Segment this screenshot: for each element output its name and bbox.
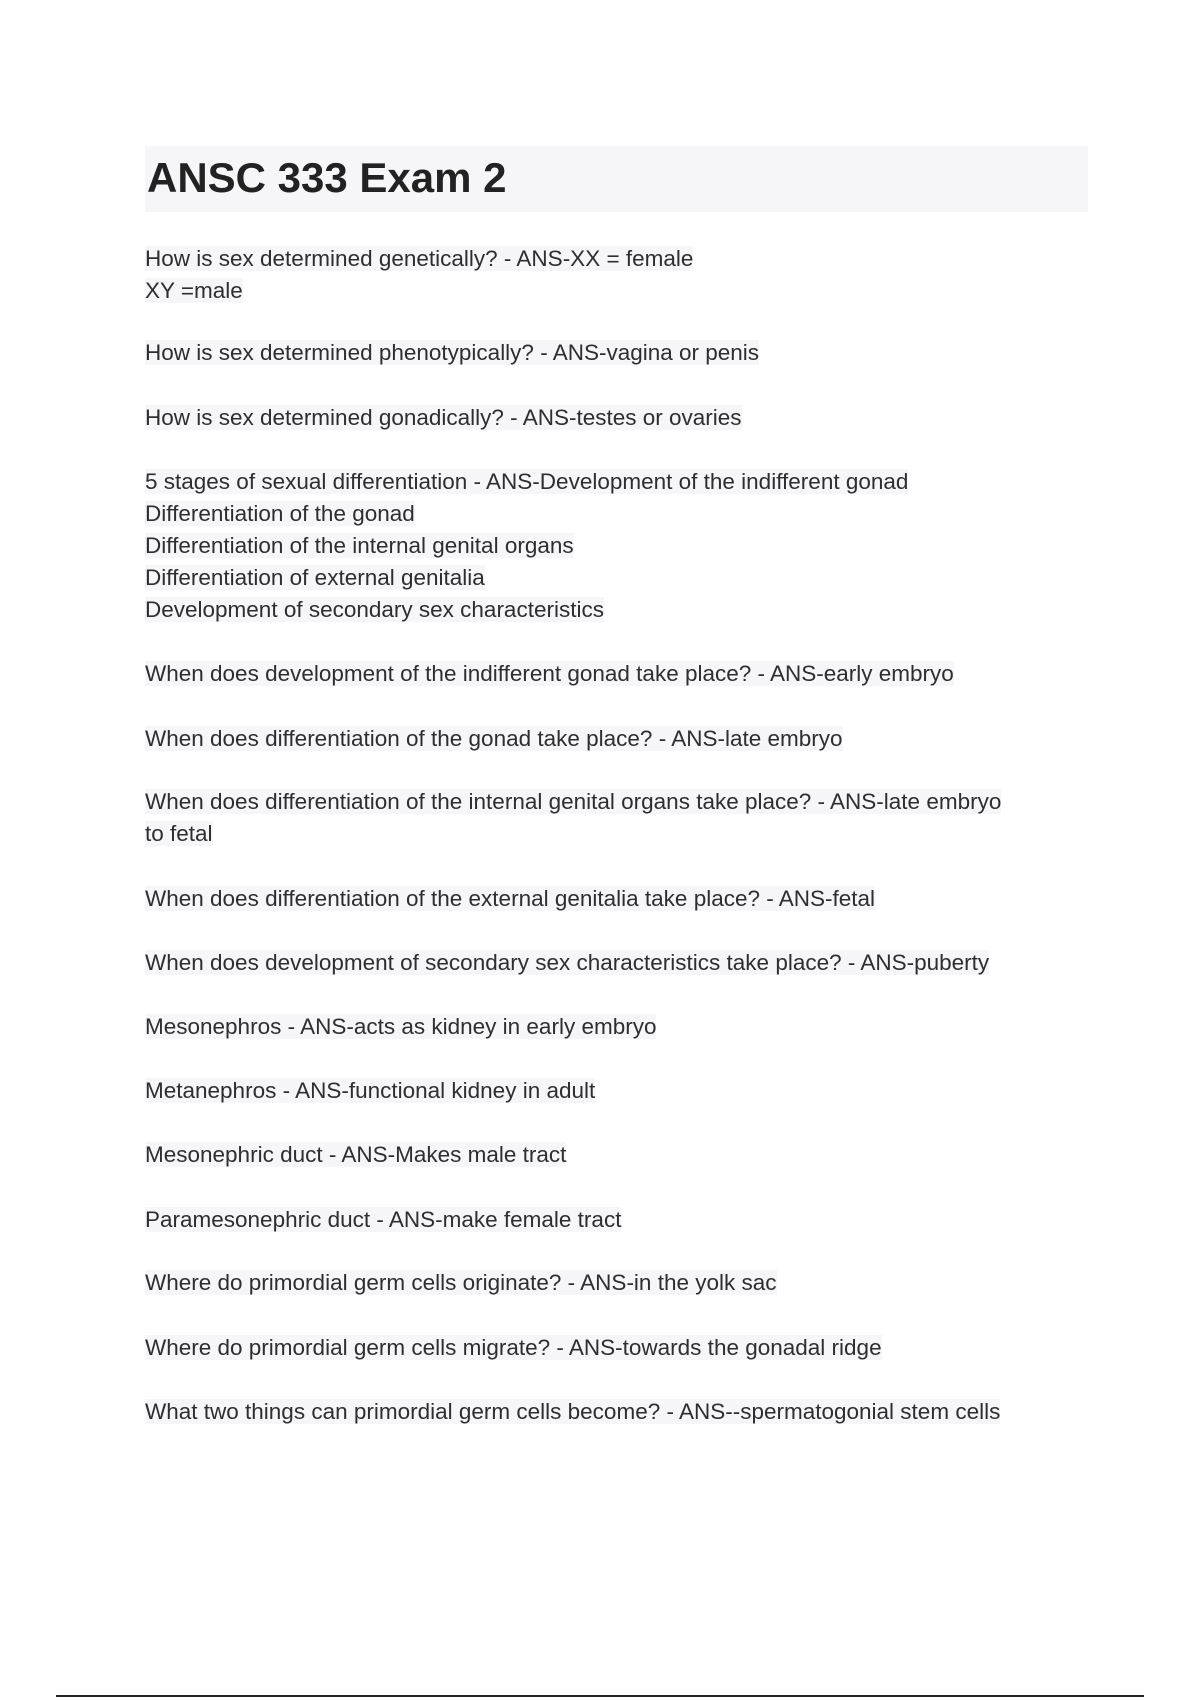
qa-entry <box>145 402 1105 434</box>
qa-line: How is sex determined genetically? - ANS-XX = female <box>145 246 694 271</box>
qa-line: When does differentiation of the external genitalia take place? - ANS-fetal <box>145 886 876 911</box>
qa-line: When does development of the indifferent gonad take place? - ANS-early embryo <box>145 661 954 686</box>
qa-line: Differentiation of the gonad <box>145 501 415 526</box>
qa-entry <box>145 786 1105 850</box>
title-block <box>145 146 1088 212</box>
qa-entry <box>145 1396 1105 1428</box>
qa-line: Differentiation of external genitalia <box>145 565 485 590</box>
qa-line: Paramesonephric duct - ANS-make female tract <box>145 1207 622 1232</box>
qa-line: When does differentiation of the internal genital organs take place? - ANS-late embryo <box>145 789 1002 814</box>
qa-line: When does differentiation of the gonad take place? - ANS-late embryo <box>145 726 843 751</box>
qa-entry <box>145 883 1105 915</box>
qa-entry <box>145 1075 1105 1107</box>
qa-line: Where do primordial germ cells migrate? - ANS-towards the gonadal ridge <box>145 1335 882 1360</box>
qa-entry <box>145 723 1105 755</box>
qa-line: Differentiation of the internal genital organs <box>145 533 574 558</box>
qa-entry <box>145 1267 1105 1299</box>
qa-entry <box>145 466 1105 626</box>
qa-entry <box>145 243 1105 307</box>
qa-entry <box>145 947 1105 979</box>
footer-divider <box>56 1695 1144 1697</box>
page-title: ANSC 333 Exam 2 <box>147 154 507 201</box>
qa-line: What two things can primordial germ cells become? - ANS--spermatogonial stem cells <box>145 1399 1001 1424</box>
qa-entry <box>145 1011 1105 1043</box>
qa-line: Mesonephros - ANS-acts as kidney in early embryo <box>145 1014 657 1039</box>
qa-line: XY =male <box>145 278 243 303</box>
qa-line: to fetal <box>145 821 213 846</box>
qa-line: 5 stages of sexual differentiation - ANS-Development of the indifferent gonad <box>145 469 909 494</box>
qa-line: Where do primordial germ cells originate? - ANS-in the yolk sac <box>145 1270 777 1295</box>
qa-line: Mesonephric duct - ANS-Makes male tract <box>145 1142 567 1167</box>
qa-line: How is sex determined gonadically? - ANS-testes or ovaries <box>145 405 742 430</box>
qa-entry <box>145 1332 1105 1364</box>
qa-entry <box>145 658 1105 690</box>
qa-line: How is sex determined phenotypically? - ANS-vagina or penis <box>145 340 760 365</box>
qa-entry <box>145 1139 1105 1171</box>
qa-entry <box>145 1204 1105 1236</box>
qa-line: When does development of secondary sex characteristics take place? - ANS-puberty <box>145 950 990 975</box>
qa-line: Development of secondary sex characteristics <box>145 597 604 622</box>
qa-line: Metanephros - ANS-functional kidney in adult <box>145 1078 596 1103</box>
qa-entry <box>145 337 1105 369</box>
